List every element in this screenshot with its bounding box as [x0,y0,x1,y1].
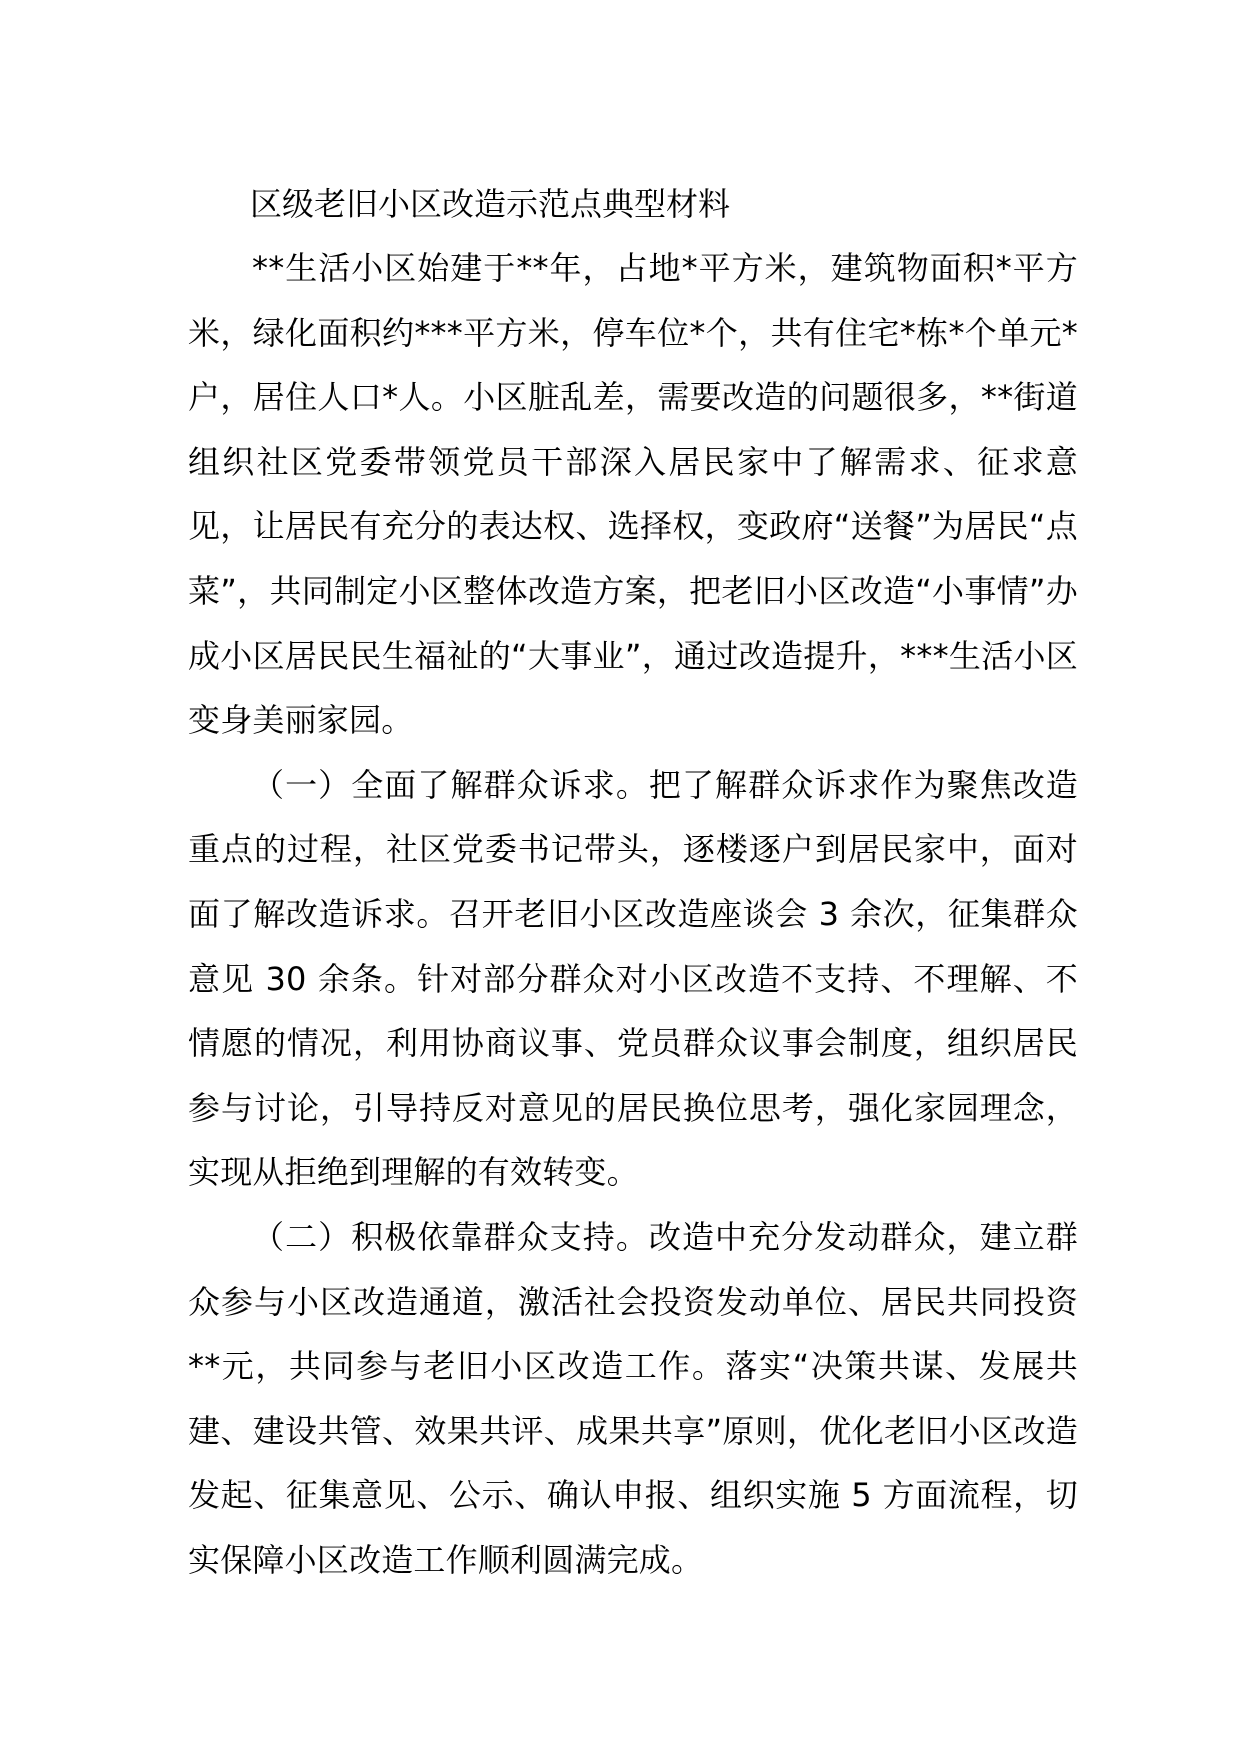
document-title: 区级老旧小区改造示范点典型材料 [250,185,731,223]
paragraph-overview: **生活小区始建于**年，占地*平方米，建筑物面积*平方米，绿化面积约***平方米，停车位*个，共有住宅*栋*个单元*户，居住人口*人。小区脏乱差，需要改造的问题很多，**街道组织社区党委带领党员干部深入居民家中了解需求、征求意见，让居民有充分的表达权、选择权，变政府“送餐”为居民“点菜”，共同制定小区整体改造方案，把老旧小区改造“小事情”办成小区居民民生福祉的“大事业”，通过改造提升，***生活小区变身美丽家园。 [188,249,1078,740]
paragraph-section-2: （二）积极依靠群众支持。改造中充分发动群众，建立群众参与小区改造通道，激活社会投资发动单位、居民共同投资**元，共同参与老旧小区改造工作。落实“决策共谋、发展共建、建设共管、效果共评、成果共享”原则，优化老旧小区改造发起、征集意见、公示、确认申报、组织实施 5 方面流程，切实保障小区改造工作顺利圆满完成。 [188,1217,1078,1579]
paragraph-section-1: （一）全面了解群众诉求。把了解群众诉求作为聚焦改造重点的过程，社区党委书记带头，逐楼逐户到居民家中，面对面了解改造诉求。召开老旧小区改造座谈会 3 余次，征集群众意见 30 余条。针对部分群众对小区改造不支持、不理解、不情愿的情况，利用协商议事、党员群众议事会制度，组织居民参与讨论，引导持反对意见的居民换位思考，强化家园理念，实现从拒绝到理解的有效转变。 [188,765,1078,1192]
document-page [188,172,1078,1592]
